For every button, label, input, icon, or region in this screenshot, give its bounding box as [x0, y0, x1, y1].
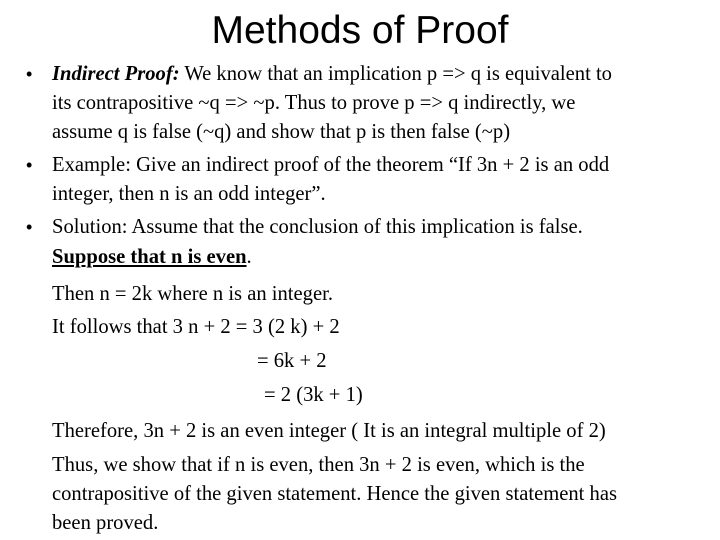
suppose-statement: Suppose that n is even: [52, 246, 247, 268]
suppose-period: .: [246, 246, 252, 268]
indirect-proof-line-2: its contrapositive ~q => ~p. Thus to prove p => q indirectly, we: [52, 92, 576, 114]
solution-therefore-line: Therefore, 3n + 2 is an even integer ( It is an integral multiple of 2): [52, 420, 606, 442]
solution-line-1: Solution: Assume that the conclusion of this implication is false.: [52, 216, 583, 238]
solution-thus-line-1: Thus, we show that if n is even, then 3n + 2 is even, which is the: [52, 454, 585, 476]
solution-equation-step-3: = 2 (3k + 1): [264, 384, 363, 406]
indirect-proof-line-1: [52, 60, 612, 88]
bullet-solution: •: [26, 217, 33, 237]
solution-then-line: Then n = 2k where n is an integer.: [52, 283, 333, 305]
bullet-example: •: [26, 155, 33, 175]
indirect-proof-line-3: assume q is false (~q) and show that p is then false (~p): [52, 121, 511, 143]
indirect-proof-text: We know that an implication p => q is equivalent to: [179, 63, 612, 85]
example-line-1: Example: Give an indirect proof of the theorem “If 3n + 2 is an odd: [52, 154, 610, 176]
solution-suppose-line: [52, 243, 252, 271]
solution-thus-line-3: been proved.: [52, 512, 159, 534]
solution-thus-line-2: contrapositive of the given statement. Hence the given statement has: [52, 483, 618, 505]
solution-equation-step-2: = 6k + 2: [257, 350, 327, 372]
slide-title: Methods of Proof: [211, 9, 509, 52]
indirect-proof-label: Indirect Proof:: [52, 63, 180, 85]
example-line-2: integer, then n is an odd integer”.: [52, 183, 326, 205]
bullet-indirect-proof: •: [26, 64, 33, 84]
solution-follows-line: It follows that 3 n + 2 = 3 (2 k) + 2: [52, 316, 340, 338]
